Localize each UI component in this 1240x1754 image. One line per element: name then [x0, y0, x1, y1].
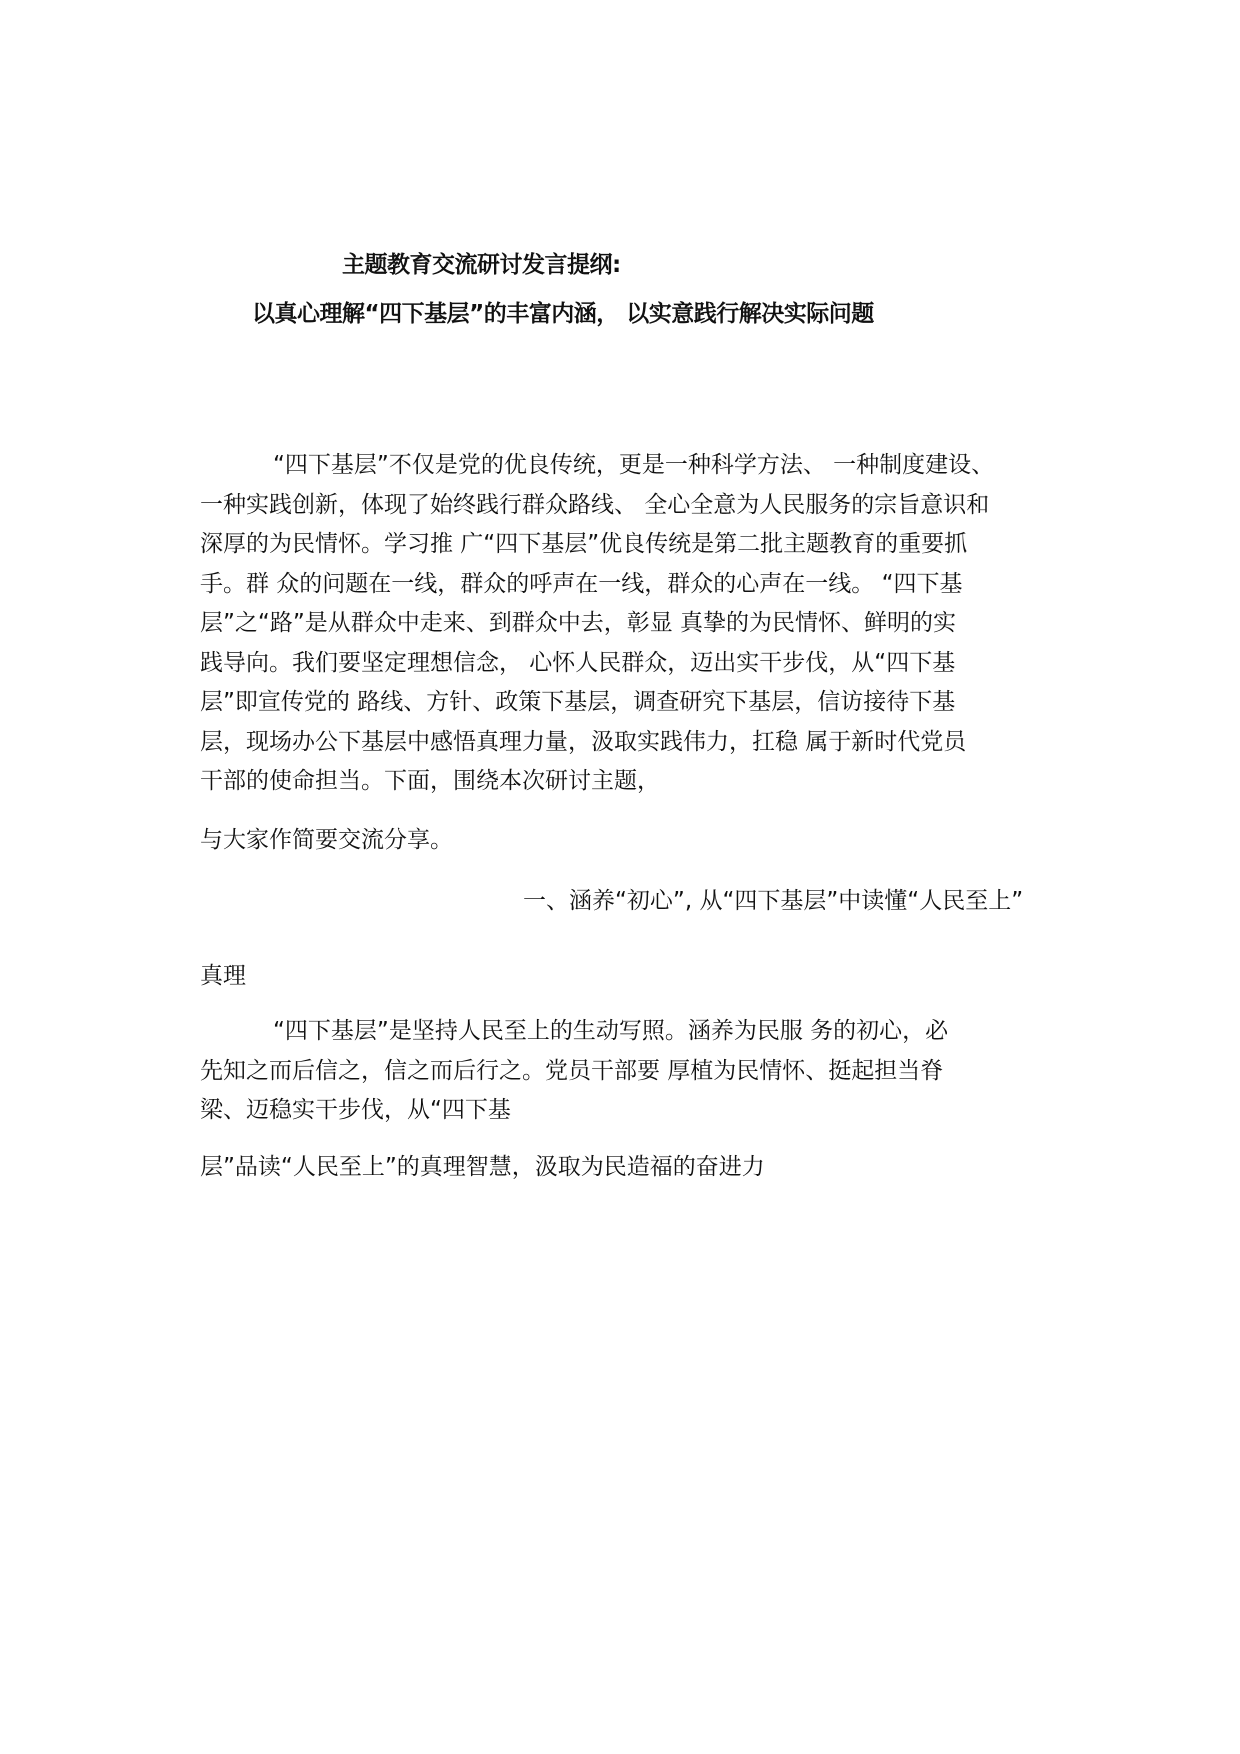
document-title-line-2: 以真心理解“四下基层”的丰富内涵， 以实意践行解决实际问题: [252, 301, 874, 327]
paragraph-1-line: 一种实践创新，体现了始终践行群众路线、 全心全意为人民服务的宗旨意识和: [200, 491, 990, 518]
paragraph-1-tail-line: 与大家作简要交流分享。: [200, 827, 453, 853]
paragraph-1-line: 干部的使命担当。下面，围绕本次研讨主题，: [200, 768, 660, 794]
paragraph-2: [200, 1012, 1080, 1131]
paragraph-2-line: “四下基层”是坚持人民至上的生动写照。涵养为民服 务的初心，必: [273, 1018, 949, 1044]
paragraph-1: [200, 446, 1080, 802]
paragraph-2-line: 梁、迈稳实干步伐，从“四下基: [200, 1097, 511, 1123]
section-1-heading: 一、涵养“初心”, 从“四下基层”中读懂“人民至上”: [523, 888, 1024, 914]
paragraph-2-tail-line: 层”品读“人民至上”的真理智慧，汲取为民造福的奋进力: [200, 1154, 765, 1180]
section-1-heading-tail-line: 真理: [200, 963, 246, 989]
paragraph-1-line: 践导向。我们要坚定理想信念， 心怀人民群众，迈出实干步伐，从“四下基: [200, 649, 956, 676]
document-title-line-1: 主题教育交流研讨发言提纲:: [342, 252, 621, 278]
paragraph-1-line: 层”即宣传党的 路线、方针、政策下基层，调查研究下基层，信访接待下基: [200, 689, 956, 715]
paragraph-1-line: 手。群 众的问题在一线，群众的呼声在一线，群众的心声在一线。 “四下基: [200, 570, 963, 597]
paragraph-2-line: 先知之而后信之，信之而后行之。党员干部要 厚植为民情怀、挺起担当脊: [200, 1057, 944, 1084]
paragraph-1-tail: [200, 821, 1080, 861]
paragraph-1-line: 层，现场办公下基层中感悟真理力量，汲取实践伟力，扛稳 属于新时代党员: [200, 728, 967, 755]
paragraph-1-line: “四下基层”不仅是党的优良传统，更是一种科学方法、 一种制度建设、: [273, 452, 995, 478]
paragraph-2-tail: [200, 1148, 1080, 1188]
section-1-heading-tail: [200, 957, 1080, 997]
paragraph-1-line: 深厚的为民情怀。学习推 广“四下基层”优良传统是第二批主题教育的重要抓: [200, 531, 968, 557]
paragraph-1-line: 层”之“路”是从群众中走来、到群众中去，彰显 真挚的为民情怀、鲜明的实: [200, 610, 957, 636]
